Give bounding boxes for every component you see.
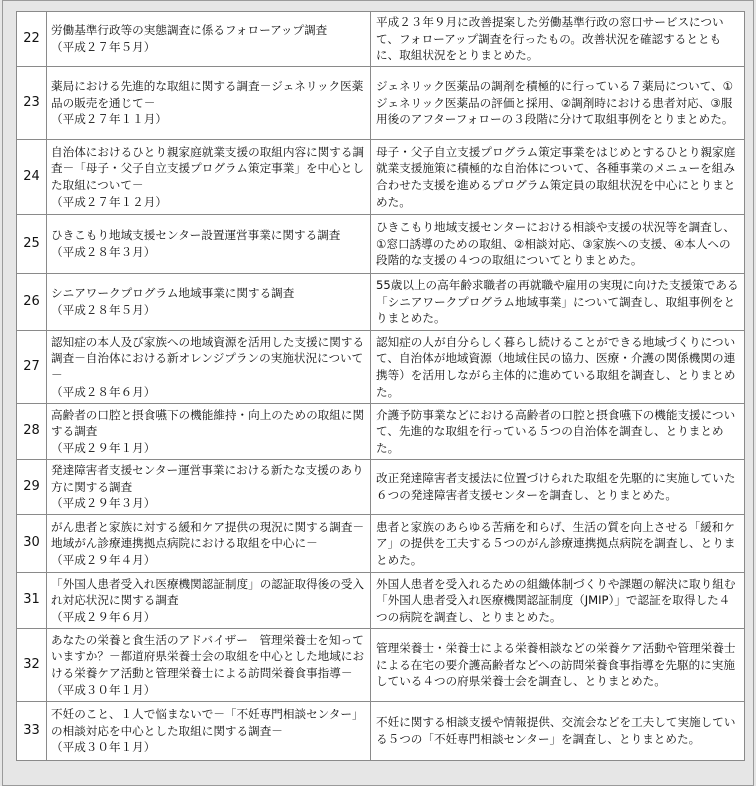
- survey-description: 不妊に関する相談支援や情報提供、交流会などを工夫して実施している５つの「不妊専門相談センター」を調査し、とりまとめた。: [371, 702, 745, 761]
- survey-date: （平成２７年１２月）: [51, 194, 167, 209]
- survey-description: 管理栄養士・栄養士による栄養相談などの栄養ケア活動や管理栄養士による在宅の要介護高齢者などへの訪問栄養食事指導を先駆的に実施している４つの府県栄養士会を調査し、とりまとめた。: [371, 629, 745, 702]
- survey-title: 自治体におけるひとり親家庭就業支援の取組内容に関する調査－「母子・父子自立支援プログラム策定事業」を中心とした取組について－: [51, 144, 365, 192]
- table-row: [17, 140, 745, 215]
- survey-title: ひきこもり地域支援センター設置運営事業に関する調査: [51, 228, 341, 243]
- survey-date: （平成２９年３月）: [51, 496, 156, 511]
- survey-date: （平成２９年１月）: [51, 440, 156, 455]
- survey-title: 高齢者の口腔と摂食嚥下の機能維持・向上のための取組に関する調査: [51, 407, 365, 439]
- row-number: 27: [17, 331, 47, 404]
- row-number: 30: [17, 515, 47, 573]
- survey-description: 患者と家族のあらゆる苦痛を和らげ、生活の質を向上させる「緩和ケア」の提供を工夫する５つのがん診療連携拠点病院を調査し、とりまとめた。: [371, 515, 745, 573]
- survey-title-cell: [47, 702, 371, 761]
- survey-title-cell: [47, 331, 371, 404]
- survey-description: 母子・父子自立支援プログラム策定事業をはじめとするひとり親家庭就業支援施策に積極的な自治体について、各種事業のメニューを組み合わせた支援を進めるプログラム策定員の取組状況を中心にとりまとめた。: [371, 140, 745, 215]
- table-row: [17, 573, 745, 629]
- table-row: [17, 460, 745, 515]
- table-row: [17, 702, 745, 761]
- row-number: 23: [17, 67, 47, 140]
- table-row: [17, 404, 745, 460]
- survey-title-cell: [47, 67, 371, 140]
- survey-title: 不妊のこと、１人で悩まないで－「不妊専門相談センター」の相談対応を中心とした取組に関する調査－: [51, 707, 364, 738]
- survey-title-cell: [47, 12, 371, 67]
- table-row: [17, 67, 745, 140]
- row-number: 28: [17, 404, 47, 460]
- table-row: [17, 331, 745, 404]
- row-number: 31: [17, 573, 47, 629]
- survey-title: 認知症の本人及び家族への地域資源を活用した支援に関する調査－自治体における新オレンジプランの実施状況について－: [51, 334, 365, 382]
- survey-date: （平成２７年５月）: [51, 40, 156, 54]
- survey-title-cell: [47, 460, 371, 515]
- survey-date: （平成２８年５月）: [51, 303, 156, 317]
- row-number: 24: [17, 140, 47, 215]
- survey-title: シニアワークプログラム地域事業に関する調査: [51, 286, 295, 301]
- page-frame: [2, 0, 754, 786]
- row-number: 22: [17, 12, 47, 67]
- survey-title-cell: [47, 629, 371, 702]
- survey-title-cell: [47, 515, 371, 573]
- table-row: [17, 274, 745, 331]
- survey-description: 55歳以上の高年齢求職者の再就職や雇用の実現に向けた支援策である「シニアワークプログラム地域事業」について調査し、取組事例をとりまとめた。: [371, 274, 745, 331]
- row-number: 33: [17, 702, 47, 761]
- row-number: 25: [17, 215, 47, 274]
- survey-title-cell: [47, 140, 371, 215]
- survey-title: あなたの栄養と食生活のアドバイザー 管理栄養士を知っていますか？－都道府県栄養士会の取組を中心とした地域における栄養ケア活動と管理栄養士による訪問栄養食事指導－: [51, 632, 365, 680]
- survey-title-cell: [47, 274, 371, 331]
- row-number: 26: [17, 274, 47, 331]
- survey-date: （平成２８年６月）: [51, 384, 156, 399]
- survey-table-body: [17, 12, 745, 761]
- table-row: [17, 515, 745, 573]
- row-number: 29: [17, 460, 47, 515]
- survey-date: （平成２９年６月）: [51, 609, 156, 624]
- survey-title-cell: [47, 215, 371, 274]
- survey-title: 労働基準行政等の実態調査に係るフォローアップ調査: [51, 23, 328, 38]
- survey-description: 改正発達障害者支援法に位置づけられた取組を先駆的に実施していた６つの発達障害者支援センターを調査し、とりまとめた。: [371, 460, 745, 515]
- row-number: 32: [17, 629, 47, 702]
- survey-date: （平成２８年３月）: [51, 245, 156, 259]
- table-row: [17, 12, 745, 67]
- survey-title-cell: [47, 404, 371, 460]
- survey-description: 外国人患者を受入れるための組織体制づくりや課題の解決に取り組む「外国人患者受入れ医療機関認証制度（JMIP）」で認証を取得した４つの病院を調査し、とりまとめた。: [371, 573, 745, 629]
- survey-table: [16, 11, 745, 761]
- survey-title-cell: [47, 573, 371, 629]
- survey-title: 「外国人患者受入れ医療機関認証制度」の認証取得後の受入れ対応状況に関する調査: [51, 576, 365, 608]
- survey-description: 平成２３年９月に改善提案した労働基準行政の窓口サービスについて、フォローアップ調査を行ったもの。改善状況を確認するとともに、取組状況をとりまとめた。: [371, 12, 745, 67]
- survey-description: 認知症の人が自分らしく暮らし続けることができる地域づくりについて、自治体が地域資源（地域住民の協力、医療・介護の関係機関の連携等）を活用しながら主体的に進めている取組を調査し、とりまとめた。: [371, 331, 745, 404]
- survey-title: 発達障害者支援センター運営事業における新たな支援のあり方に関する調査: [51, 463, 364, 494]
- survey-date: （平成３０年１月）: [51, 682, 156, 697]
- survey-description: ひきこもり地域支援センターにおける相談や支援の状況等を調査し、①窓口誘導のための取組、②相談対応、③家族への支援、④本人への段階的な支援の４つの取組についてとりまとめた。: [371, 215, 745, 274]
- survey-description: ジェネリック医薬品の調剤を積極的に行っている７薬局について、①ジェネリック医薬品の評価と採用、②調剤時における患者対応、③服用後のアフターフォローの３段階に分けて取組事例をとりまとめた。: [371, 67, 745, 140]
- survey-date: （平成２７年１１月）: [51, 112, 167, 127]
- survey-date: （平成２９年４月）: [51, 552, 156, 567]
- survey-date: （平成３０年１月）: [51, 740, 156, 755]
- survey-description: 介護予防事業などにおける高齢者の口腔と摂食嚥下の機能支援について、先進的な取組を行っている５つの自治体を調査し、とりまとめた。: [371, 404, 745, 460]
- survey-title: がん患者と家族に対する緩和ケア提供の現況に関する調査－地域がん診療連携拠点病院における取組を中心に－: [51, 519, 365, 551]
- survey-title: 薬局における先進的な取組に関する調査－ジェネリック医薬品の販売を通じて－: [51, 79, 364, 110]
- table-row: [17, 629, 745, 702]
- table-row: [17, 215, 745, 274]
